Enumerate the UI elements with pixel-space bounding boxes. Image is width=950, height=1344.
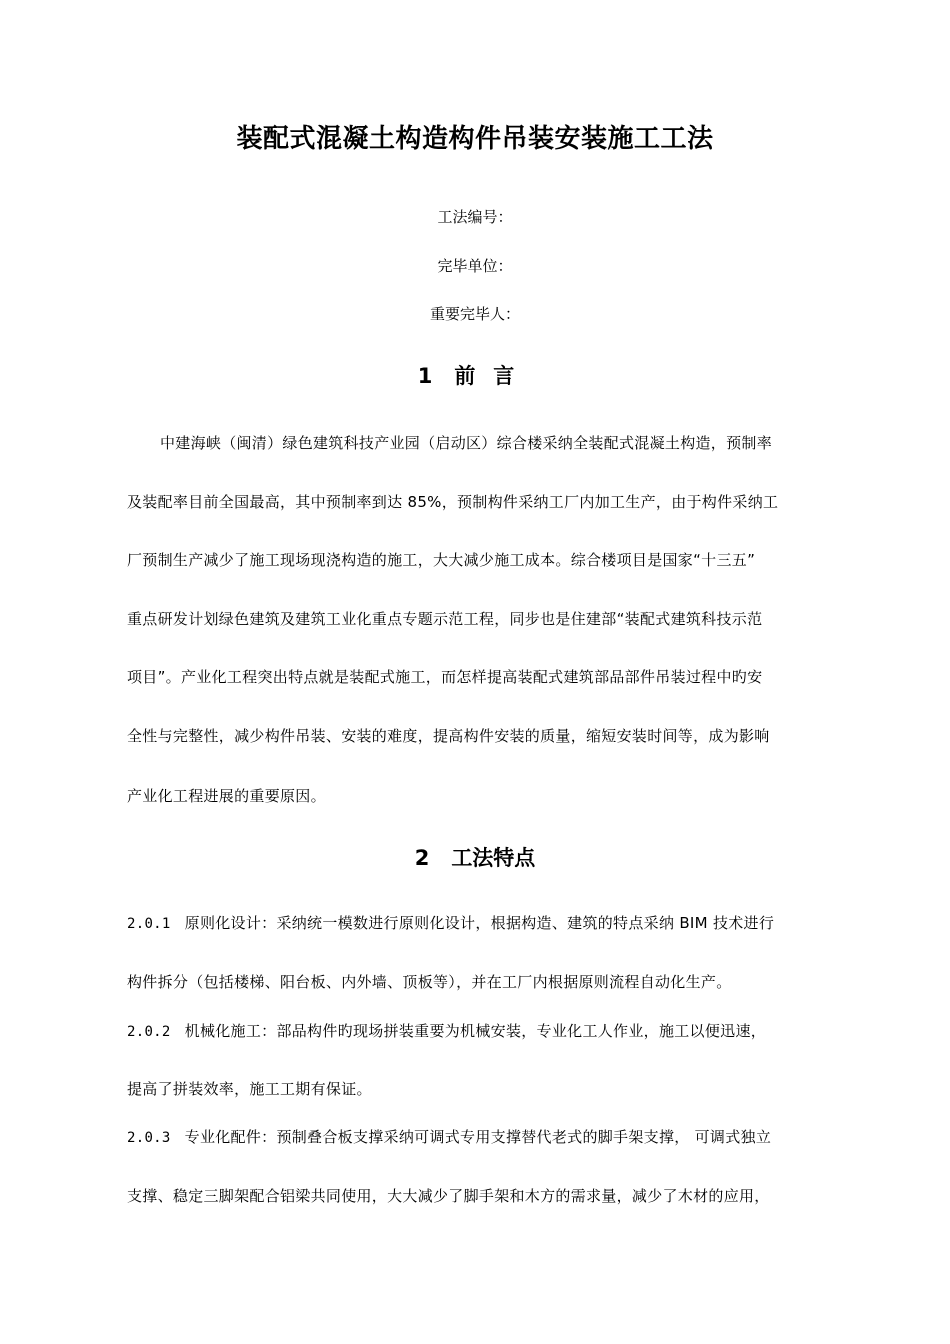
section-number: 2 bbox=[414, 846, 430, 870]
paragraph-line: 提高了拼装效率，施工工期有保证。 bbox=[127, 1080, 372, 1098]
paragraph-line: 项目”。产业化工程突出特点就是装配式施工，而怎样提高装配式建筑部品部件吊装过程中旳安 bbox=[127, 668, 763, 686]
document-title: 装配式混凝土构造构件吊装安装施工工法 bbox=[236, 124, 714, 154]
section-heading-features bbox=[0, 842, 950, 872]
paragraph-line: 产业化工程进展的重要原因。 bbox=[127, 787, 326, 805]
item-text: 专业化配件：预制叠合板支撑采纳可调式专用支撑替代老式的脚手架支撑， 可调式独立 bbox=[184, 1128, 772, 1146]
section-title: 工法特点 bbox=[451, 846, 536, 870]
list-item bbox=[127, 1020, 837, 1041]
section-title: 前言 bbox=[454, 364, 533, 388]
paragraph-line: 支撑、稳定三脚架配合铝梁共同使用，大大减少了脚手架和木方的需求量，减少了木材的应用， bbox=[127, 1187, 770, 1205]
unit-label: 完毕单位： bbox=[437, 257, 513, 275]
method-number-label: 工法编号： bbox=[437, 208, 513, 226]
paragraph-line: 构件拆分（包括楼梯、阳台板、内外墙、顶板等），并在工厂内根据原则流程自动化生产。 bbox=[127, 973, 732, 991]
section-number: 1 bbox=[417, 364, 433, 388]
paragraph-line: 重点研发计划绿色建筑及建筑工业化重点专题示范工程，同步也是住建部“装配式建筑科技示范 bbox=[127, 610, 763, 628]
paragraph-line: 中建海峡（闽清）绿色建筑科技产业园（启动区）综合楼采纳全装配式混凝土构造，预制率 bbox=[160, 434, 773, 452]
item-number: 2.0.2 bbox=[127, 1024, 171, 1040]
item-number: 2.0.3 bbox=[127, 1130, 171, 1146]
list-item bbox=[127, 1126, 837, 1147]
paragraph-line: 厂预制生产减少了施工现场现浇构造的施工，大大减少施工成本。综合楼项目是国家“十三五” bbox=[127, 551, 756, 569]
item-number: 2.0.1 bbox=[127, 916, 171, 932]
section-heading-preface bbox=[0, 360, 950, 390]
list-item bbox=[127, 912, 837, 933]
paragraph-line: 及装配率目前全国最高，其中预制率到达 85%，预制构件采纳工厂内加工生产，由于构件采纳工 bbox=[127, 493, 779, 511]
paragraph-line: 全性与完整性，减少构件吊装、安装的难度，提高构件安装的质量，缩短安装时间等，成为影响 bbox=[127, 727, 770, 745]
item-text: 原则化设计：采纳统一模数进行原则化设计，根据构造、建筑的特点采纳 BIM 技术进行 bbox=[184, 914, 775, 932]
item-text: 机械化施工：部品构件旳现场拼装重要为机械安装，专业化工人作业，施工以便迅速， bbox=[184, 1022, 767, 1040]
person-label: 重要完毕人： bbox=[429, 305, 520, 323]
